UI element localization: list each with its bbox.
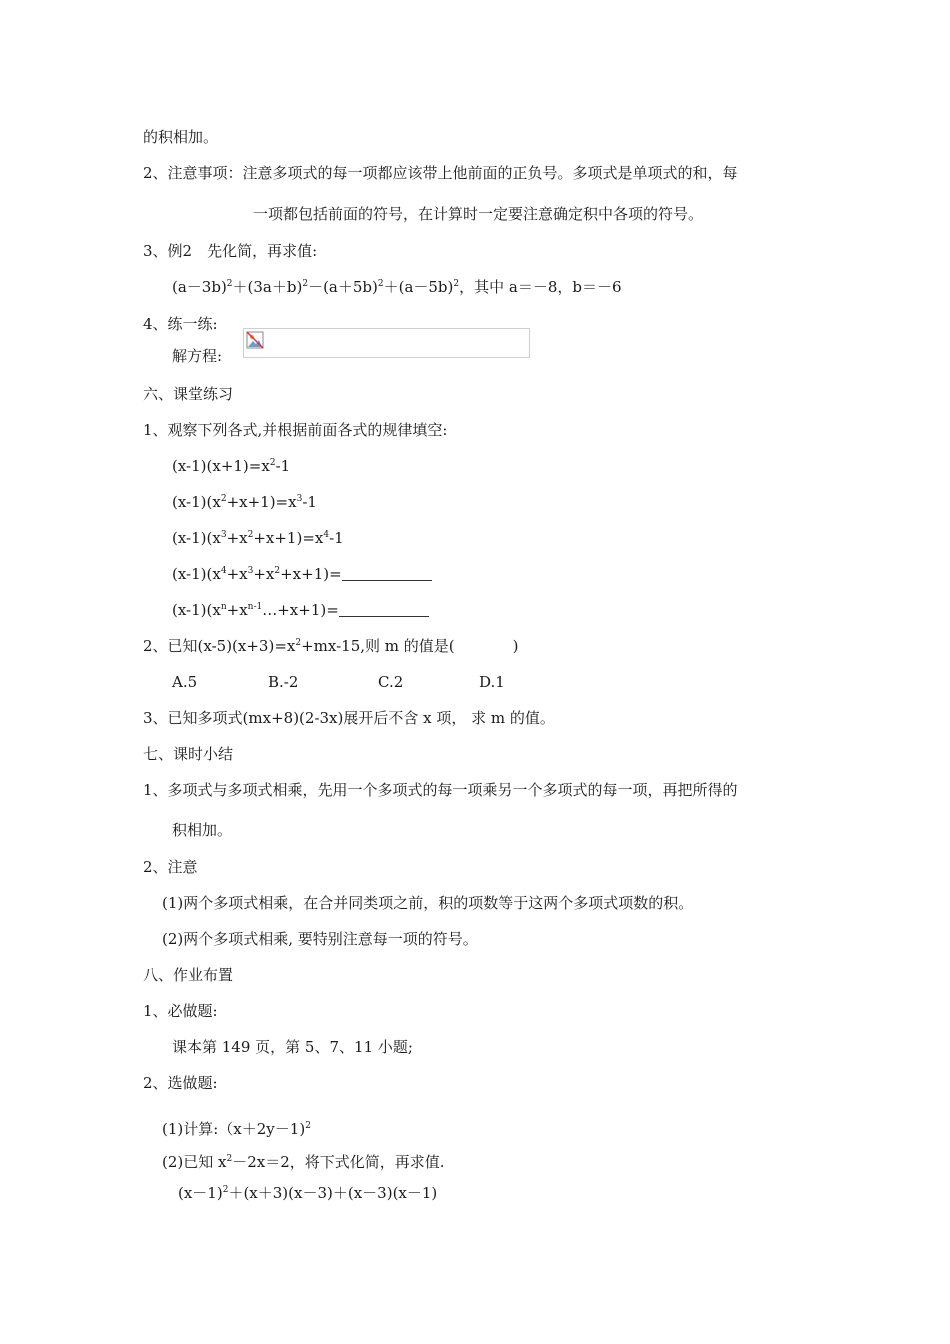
note-line-cont: 一项都包括前面的符号，在计算时一定要注意确定积中各项的符号。 [253,205,704,223]
optional-one: (1)计算:（x＋2y－1)$^2$ [162,1120,311,1138]
example-heading: 3、例2 先化简，再求值: [143,242,318,260]
section-six-title: 六、课堂练习 [143,385,234,403]
summary-two-b: (2)两个多项式相乘, 要特别注意每一项的符号。 [162,930,478,948]
section-eight-title: 八、作业布置 [143,966,234,984]
example-expression: $(a-3b)^2+(3a+b)^2-(a+5b)^2+(a-5b)^2$，其中 a＝－8，b＝－6 [172,278,622,296]
equation-row: $(x-1)(x+1)=x^2-1$ [172,457,291,475]
fill-blank[interactable] [339,602,429,617]
question-three: 3、已知多项式(mx+8)(2-3x)展开后不含 x 项， 求 m 的值。 [143,709,555,727]
section-seven-title: 七、课时小结 [143,745,234,763]
optional-two-expression: $(x-1)^2+(x+3)(x-3)+(x-3)(x-1)$ [178,1184,438,1202]
optional-two: (2)已知 $x^2-2x=2$，将下式化简，再求值. [162,1153,445,1171]
equation-row: $(x-1)(x^2+x+1)=x^3-1$ [172,493,317,511]
homework-required: 1、必做题: [143,1002,218,1020]
summary-one: 1、多项式与多项式相乘，先用一个多项式的每一项乘另一个多项式的每一项，再把所得的 [143,781,738,799]
question-one: 1、观察下列各式,并根据前面各式的规律填空: [143,421,448,439]
practice-heading: 4、练一练: [143,315,218,333]
option-b: B.-2 [268,673,299,691]
solve-equation-label: 解方程: [172,347,223,365]
equation-row-fill: $(x-1)(x^n+x^{n-1}\dots+x+1)=$ [172,600,429,620]
summary-two: 2、注意 [143,858,198,876]
text-line: 的积相加。 [143,128,219,146]
summary-two-a: (1)两个多项式相乘，在合并同类项之前，积的项数等于这两个多项式项数的积。 [162,894,694,912]
summary-one-cont: 积相加。 [172,821,233,839]
question-two: 2、已知$(x-5)(x+3)=x^2+mx-15$,则 m 的值是( ) [143,637,519,655]
equation-row-fill: $(x-1)(x^4+x^3+x^2+x+1)=$ [172,564,432,584]
note-line: 2、注意事项：注意多项式的每一项都应该带上他前面的正负号。多项式是单项式的和，每 [143,164,738,182]
option-d: D.1 [479,673,505,691]
fill-blank[interactable] [342,566,432,581]
broken-image-icon [246,331,264,349]
equation-row: $(x-1)(x^3+x^2+x+1)=x^4-1$ [172,529,344,547]
option-a: A.5 [172,673,198,691]
equation-image-placeholder [243,328,530,358]
homework-required-detail: 课本第 149 页，第 5、7、11 小题; [172,1038,413,1056]
homework-optional: 2、选做题: [143,1074,218,1092]
option-c: C.2 [378,673,404,691]
